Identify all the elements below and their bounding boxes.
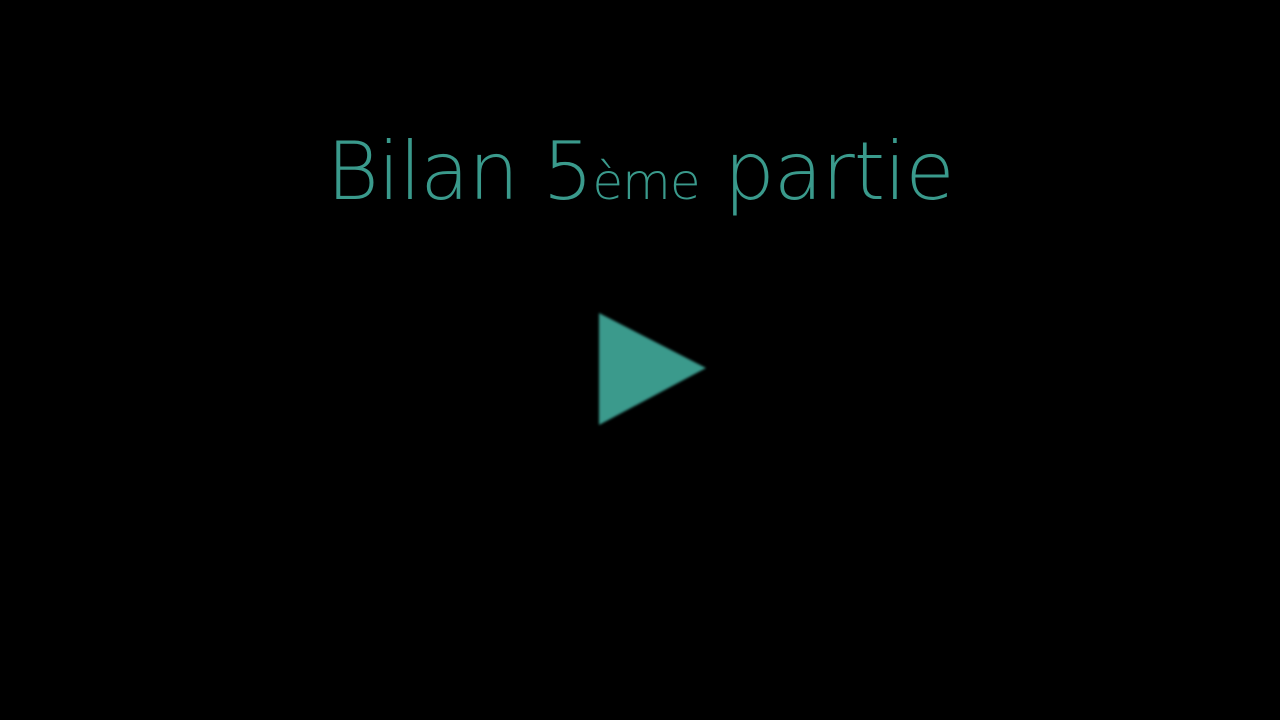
title-end: partie [699,125,954,218]
title-suffix: ème [592,153,700,211]
slide-title [0,122,1280,232]
play-icon [596,310,710,428]
title-main: Bilan 5 [326,125,593,218]
play-button[interactable] [596,310,710,428]
